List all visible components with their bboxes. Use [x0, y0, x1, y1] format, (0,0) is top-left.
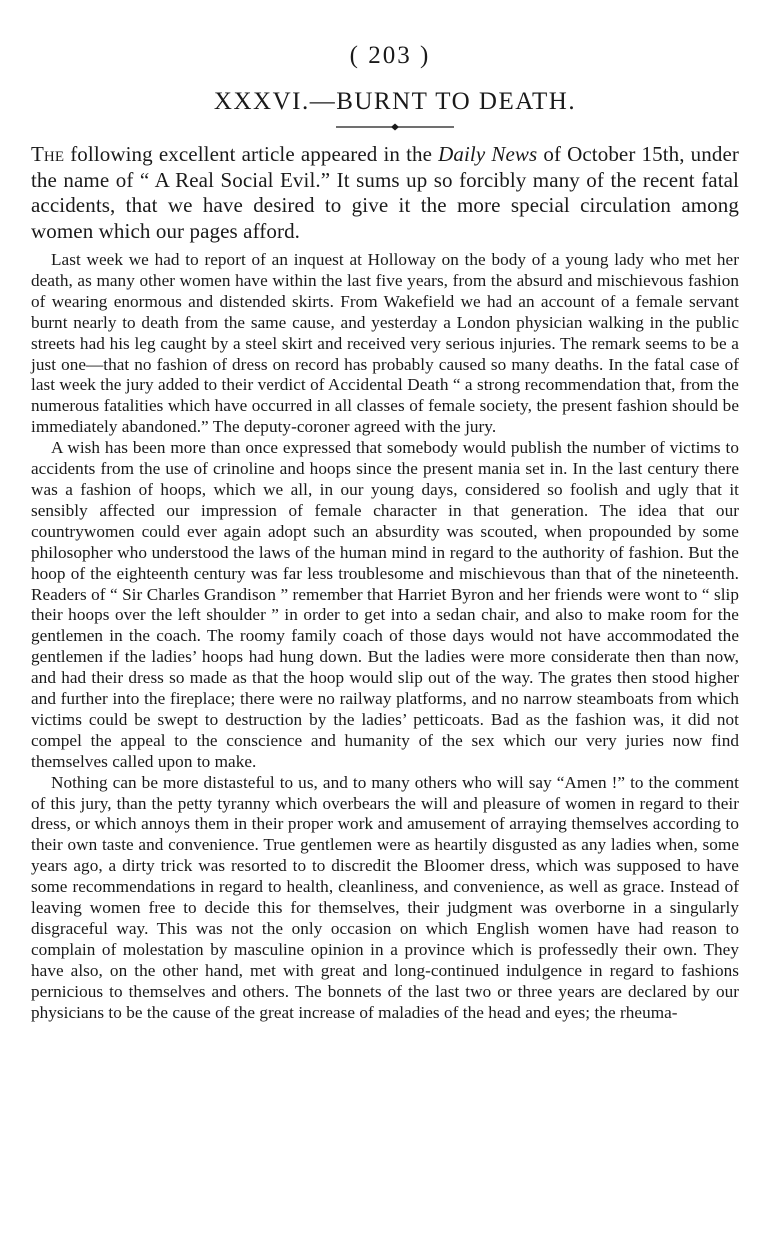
- lead-text-before-italic: following excellent article appeared in the: [64, 142, 439, 166]
- body-paragraph-3: Nothing can be more distasteful to us, and to many others who will say “Amen !” to the comment of this jury, than the petty tyranny which overbears the will and pleasure of women in regard to their dress, or which annoys them in their proper work and amusement of arraying themselves according to their own taste and convenience. True gentlemen were as heartily disgusted as any ladies when, some years ago, a dirty trick was resorted to to discredit the Bloomer dress, which was supposed to have some recommendations in regard to health, cleanliness, and convenience, as well as grace. Instead of leaving women free to decide this for themselves, their judgment was overborne in a singularly disgraceful way. This was not the only occasion on which English women have had reason to complain of molestation by masculine opinion in a province which is professedly their own. They have also, on the other hand, met with great and long-continued indulgence in regard to fashions pernicious to themselves and others. The bonnets of the last two or three years are declared by our physicians to be the cause of the great increase of maladies of the head and eyes; the rheuma-: [31, 772, 739, 1022]
- body-paragraph-2: A wish has been more than once expressed that somebody would publish the number of victims to accidents from the use of crinoline and hoops since the present mania set in. In the last century there was a fashion of hoops, which we all, in our young days, considered so foolish and ugly that it sensibly affected our impression of female character in that generation. The idea that our countrywomen could ever again adopt such an absurdity was scouted, when propounded by some philosopher who understood the laws of the human mind in regard to the authority of fashion. But the hoop of the eighteenth century was far less troublesome and mischievous than that of the nineteenth. Readers of “ Sir Charles Grandison ” remember that Harriet Byron and her friends were wont to “ slip their hoops over the left shoulder ” in order to get into a sedan chair, and also to make room for the gentlemen in the coach. The roomy family coach of those days would not have accommodated the gentlemen if the ladies’ hoops had hung down. But the ladies were more considerate then than now, and had their dress so made as that the hoop would slip out of the way. The grates then stood higher and further into the fireplace; there were no railway platforms, and no narrow steamboats from which victims could be swept to destruction by the ladies’ petticoats. Bad as the fashion was, it did not compel the appeal to the conscience and humanity of the sex which our very juries now find themselves called upon to make.: [31, 438, 739, 771]
- body-paragraph-1: Last week we had to report of an inquest at Holloway on the body of a young lady who met her death, as many other women have within the last five years, from the absurd and mischievous fashion of wearing enormous and distended skirts. From Wakefield we had an account of a female servant burnt nearly to death from the same cause, and yesterday a London physician walking in the public streets had his leg caught by a steel skirt and received very serious injuries. The remark seems to be a just one—that no fashion of dress on record has probably caused so many deaths. In the fatal case of last week the jury added to their verdict of Accidental Death “ a strong recommendation that, from the numerous fatalities which have occurred in all classes of female society, the present fashion should be immediately abandoned.” The deputy-coroner agreed with the jury.: [31, 250, 739, 437]
- lead-first-word: The: [31, 142, 65, 166]
- chapter-title: XXXVI.—BURNT TO DEATH.: [213, 88, 577, 115]
- lead-text-after-italic: of October 15th, under the name of “ A Real Social Evil.” It sums up so forcibly many of the recent fatal accidents, that we have desired to give it the more special circulation among women which our pages afford.: [31, 142, 739, 243]
- title-rule-ornament: [51, 120, 739, 134]
- lead-italic-title: Daily News: [438, 142, 538, 166]
- lead-paragraph: [31, 142, 739, 244]
- diamond-rule-icon: [336, 122, 454, 132]
- page-number: ( 203 ): [349, 42, 431, 69]
- page: [31, 40, 739, 1024]
